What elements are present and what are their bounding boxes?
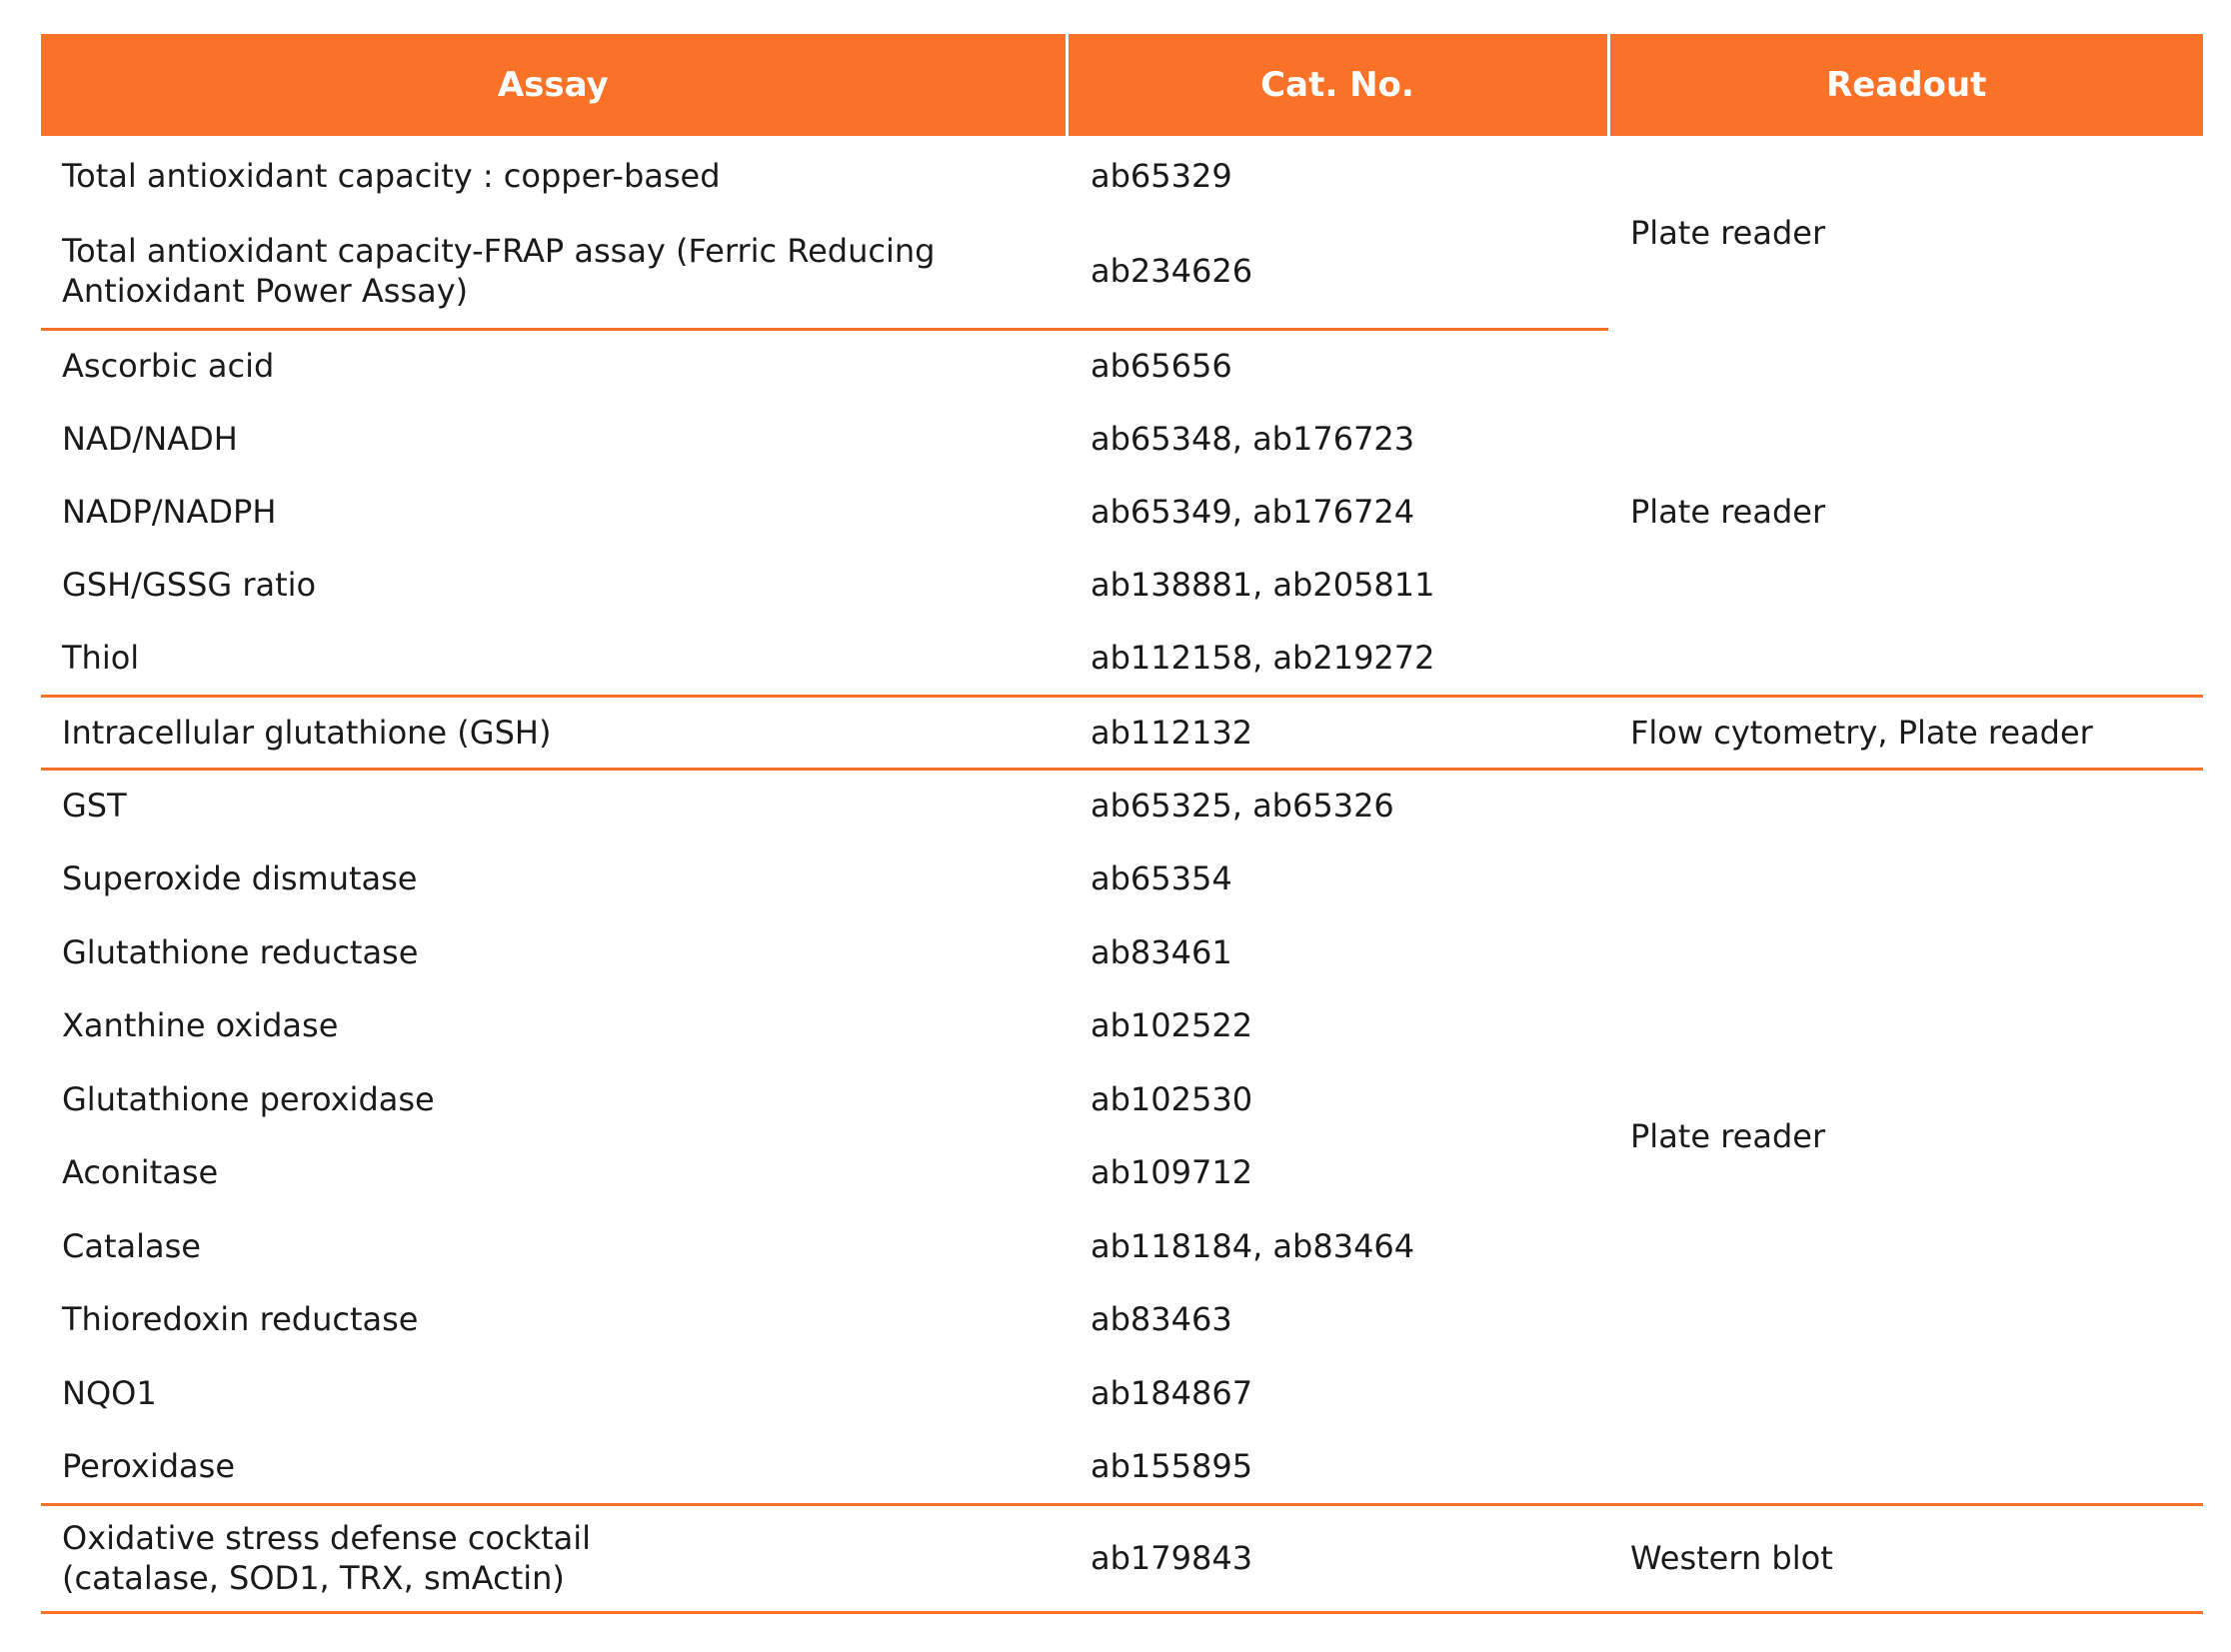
cat-no-cell: ab83461 <box>1091 932 1232 971</box>
column-header-readout: Readout <box>1608 34 2203 136</box>
assay-cell: Glutathione peroxidase <box>62 1079 435 1118</box>
readout-cell: Western blot <box>1608 1504 2203 1612</box>
cat-no-cell: ab138881, ab205811 <box>1091 565 1435 604</box>
cat-no-cell: ab179843 <box>1067 1504 1608 1612</box>
cat-no-cell: ab65349, ab176724 <box>1091 492 1415 531</box>
cat-no-cell: ab184867 <box>1091 1373 1253 1412</box>
assay-cell: GSH/GSSG ratio <box>62 565 317 604</box>
readout-cell: Plate reader <box>1608 329 2203 696</box>
cat-no-cell: ab112132 <box>1067 696 1608 769</box>
readout-cell: Plate reader <box>1630 213 1826 252</box>
assay-cell-line: (catalase, SOD1, TRX, smActin) <box>62 1559 565 1597</box>
assay-cell: NAD/NADH <box>62 419 238 458</box>
assay-table <box>41 34 2203 1614</box>
table-row <box>41 1504 2203 1612</box>
header-row <box>41 34 2203 136</box>
table-row <box>41 696 2203 769</box>
cat-no-cell: ab118184, ab83464 <box>1091 1226 1415 1265</box>
table-body <box>41 136 2203 1612</box>
assay-cell: Peroxidase <box>41 1429 1067 1504</box>
assay-cell: Total antioxidant capacity : copper-based <box>62 156 721 195</box>
cat-no-cell: ab102522 <box>1091 1006 1253 1044</box>
cat-no-cell: ab83463 <box>1091 1300 1232 1338</box>
table-header <box>41 34 2203 136</box>
assay-cell: Thiol <box>41 621 1067 696</box>
cat-no-cell: ab65325, ab65326 <box>1091 787 1394 826</box>
assay-cell: Aconitase <box>62 1153 219 1191</box>
cat-no-cell: ab234626 <box>1067 215 1608 329</box>
cat-no-cell: ab102530 <box>1091 1079 1253 1118</box>
readout-cell: Plate reader <box>1608 769 2203 1504</box>
assay-cell <box>41 215 1067 329</box>
column-header-cat-no: Cat. No. <box>1067 34 1608 136</box>
table-row <box>41 769 2203 841</box>
assay-cell: Superoxide dismutase <box>62 859 418 897</box>
assay-cell: Ascorbic acid <box>62 347 275 386</box>
assay-cell-line: Total antioxidant capacity-FRAP assay (Ferric Reducing <box>62 232 936 271</box>
cat-no-cell: ab112158, ab219272 <box>1067 621 1608 696</box>
table-row <box>41 136 2203 215</box>
assay-cell: Glutathione reductase <box>62 932 419 971</box>
cat-no-cell: ab109712 <box>1091 1153 1253 1191</box>
readout-cell: Flow cytometry, Plate reader <box>1608 696 2203 769</box>
assay-cell: Intracellular glutathione (GSH) <box>41 696 1067 769</box>
column-header-assay: Assay <box>41 34 1067 136</box>
assay-cell: Catalase <box>62 1226 201 1265</box>
assay-cell-line: Antioxidant Power Assay) <box>62 272 469 311</box>
cat-no-cell: ab65354 <box>1091 859 1232 897</box>
assay-cell: Thioredoxin reductase <box>62 1300 419 1338</box>
assay-cell: Xanthine oxidase <box>62 1006 339 1044</box>
cat-no-cell: ab65656 <box>1091 347 1232 386</box>
cat-no-cell: ab65329 <box>1091 156 1232 195</box>
assay-cell <box>41 1504 1067 1612</box>
cat-no-cell: ab155895 <box>1067 1429 1608 1504</box>
table-row <box>41 329 2203 402</box>
assay-cell-line: Oxidative stress defense cocktail <box>62 1519 592 1557</box>
assay-cell: NADP/NADPH <box>62 492 277 531</box>
assay-cell: NQO1 <box>62 1373 157 1412</box>
cat-no-cell: ab65348, ab176723 <box>1091 419 1415 458</box>
assay-cell: GST <box>62 787 127 826</box>
